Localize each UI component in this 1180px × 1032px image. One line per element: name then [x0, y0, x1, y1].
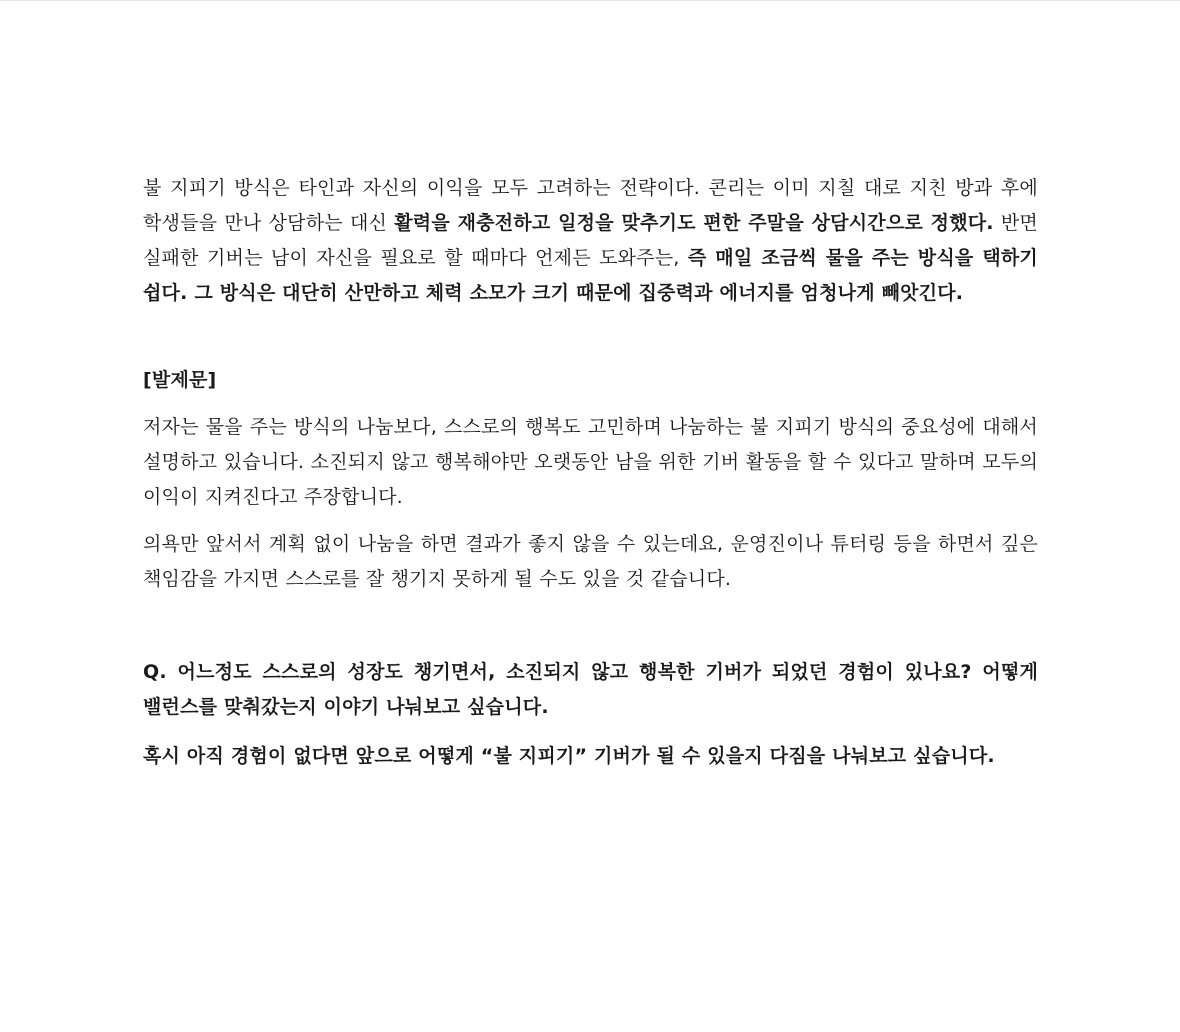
document-body: [143, 171, 1038, 774]
spacer: [143, 398, 1038, 410]
spacer: [143, 311, 1038, 363]
quote-text-1: 불 지피기 방식은 타인과 자신의 이익을 모두 고려하는 전략이다. 콘리는 이미 지칠 대로 지친 방과 후에 학생들을 만나 상담하는 대신: [143, 177, 1038, 234]
quote-text-bold-1: 활력을 재충전하고 일정을 맞추기도 편한 주말을 상담시간으로 정했다.: [394, 212, 994, 234]
spacer: [143, 725, 1038, 739]
section-heading: [발제문]: [143, 369, 217, 391]
discussion-question: Q. 어느정도 스스로의 성장도 챙기면서, 소진되지 않고 행복한 기버가 되었던 경험이 있나요? 어떻게 밸런스를 맞춰갔는지 이야기 나눠보고 싶습니다.: [143, 661, 1038, 718]
spacer: [143, 597, 1038, 655]
spacer: [143, 515, 1038, 527]
quote-text-bold-2: 즉 매일 조금씩 물을 주는 방식을 택하기 쉽다. 그 방식은 대단히 산만하고 체력 소모가 크기 때문에 집중력과 에너지를 엄청나게 빼앗긴다.: [143, 247, 1038, 304]
quote-paragraph: [143, 171, 1038, 311]
opinion-paragraph: 의욕만 앞서서 계획 없이 나눔을 하면 결과가 좋지 않을 수 있는데요, 운영진이나 튜터링 등을 하면서 깊은 책임감을 가지면 스스로를 잘 챙기지 못하게 될 수도 있을 것 같습니다.: [143, 533, 1038, 590]
discussion-question-alt: 혹시 아직 경험이 없다면 앞으로 어떻게 “불 지피기” 기버가 될 수 있을지 다짐을 나눠보고 싶습니다.: [143, 745, 995, 767]
summary-paragraph: 저자는 물을 주는 방식의 나눔보다, 스스로의 행복도 고민하며 나눔하는 불 지피기 방식의 중요성에 대해서 설명하고 있습니다. 소진되지 않고 행복해야만 오랫동안 남을 위한 기버 활동을 할 수 있다고 말하며 모두의 이익이 지켜진다고 주장합니다.: [143, 416, 1038, 508]
quote-text-2: 반면 실패한 기버는 남이 자신을 필요로 할 때마다 언제든 도와주는,: [143, 212, 1038, 269]
